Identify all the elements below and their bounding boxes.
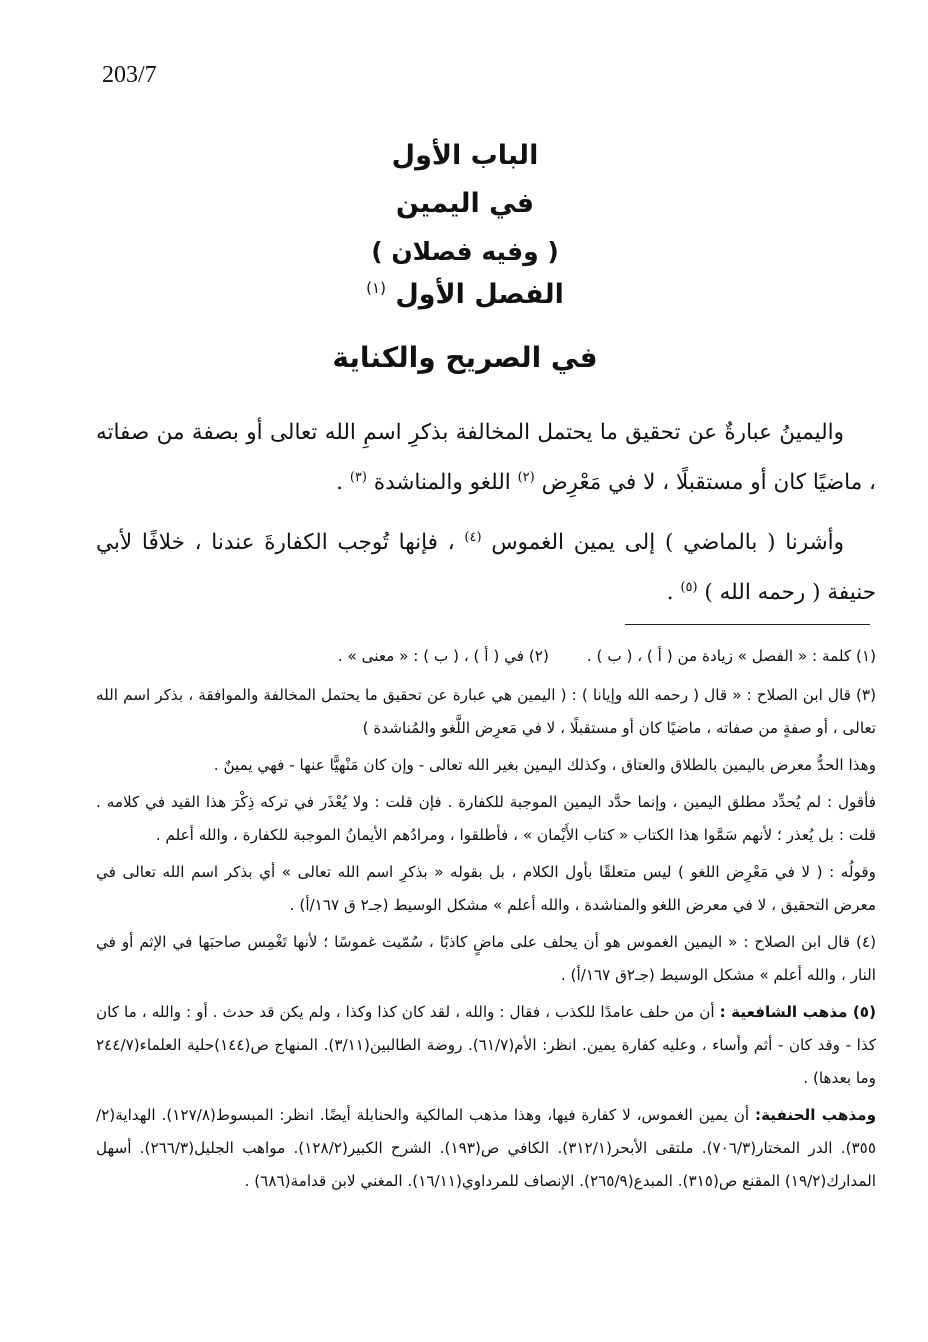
footnotes [96,640,876,1202]
subject-title: في الصريح والكناية [332,341,598,375]
footnote-3-part-4: وقولُه : ( لا في مَعْرِض اللغو ) ليس متعلقًا بأول الكلام ، بل بقوله « بذكرِ اسم الله تعالى » أي بذكر اسم الله تعالى في معرض التحقيق ، لا في معرض اللغو والمناشدة ، والله أعلم » مشكل الوسيط (جـ٢ ق ١٦٧/أ) . [96,863,876,914]
main-text [96,410,876,625]
footnote-ref-3: (٣) [349,470,367,485]
footnote-ref-2: (٢) [517,470,535,485]
paragraph-1-text-b: اللغو والمناشدة [373,470,511,496]
paragraph-2-text-b: ، فإنها تُوجب الكفارةَ عندنا ، خلافًا لأبي حنيفة ( رحمه الله ) [96,530,876,606]
paragraph-1-text: واليمينُ عبارةٌ عن تحقيق ما يحتمل المخالفة بذكرِ اسمِ الله تعالى أو بصفة من صفاته ، ماضيًا كان أو مستقبلًا ، لا في مَعْرِض [96,420,876,496]
footnote-row-1-2 [96,640,876,673]
footnote-5 [96,996,876,1095]
section-title-text: الفصل الأول [395,278,564,310]
footnote-divider [625,624,870,625]
footnote-6 [96,1099,876,1198]
main-paragraph-1 [96,410,876,505]
paragraph-2-end: . [666,580,674,606]
footnote-3-part-3: فأقول : لم يُحدِّد مطلق اليمين ، وإنما حدَّد اليمين الموجبة للكفارة . فإن قلت : ولا يُعْذَر في تركه ذِكْرَ هذا القيد في كلامه . قلت : بل يُعذر ؛ لأنهم سَمَّوا هذا الكتاب « كتاب الأَيْمان » ، فأطلقوا ، ومرادُهم الأيمانُ الموجبة للكفارة ، والله أعلم . [96,793,876,844]
sections-count-note: ( وفيه فصلان ) [371,236,559,266]
topic-title: في اليمين [395,188,535,220]
footnote-ref-5: (٥) [680,580,698,596]
section-footnote-ref: (١) [366,278,386,297]
section-title [100,279,830,311]
main-paragraph-2 [96,515,876,615]
footnote-3-part-2: وهذا الحدُّ معرض باليمين بالطلاق والعتاق ، وكذلك اليمين بغير الله تعالى - وإن كان مَنْهيًّا عنها - فهي يمينٌ . [213,756,876,774]
footnote-5-text: أن من حلف عامدًا للكذب ، فقال : والله ، لقد كان كذا وكذا ، ولم يكن قد حدث . أو : والله ، ما كان كذا - وقد كان - أثم وأساء ، وعليه كفارة يمين. انظر: الأم(٦١/٧). روضة الطالبين(٣/١١). المنهاج ص(١٤٤)حلية العلماء(٢٤٤/٧ وما بعدها) . [96,1003,877,1087]
footnote-5-label: (٥) مذهب الشافعية : [719,1003,877,1021]
paragraph-2-text: وأشرنا ( بالماضي ) إلى يمين الغموس [491,530,845,556]
footnote-3: (٣) قال ابن الصلاح : « قال ( رحمه الله وإيانا ) : ( اليمين هي عبارة عن تحقيق ما يحتمل المخالفة والموافقة ، بذكر اسم الله تعالى ، أو صفةٍ من صفاته ، ماضيًا كان أو مستقبلًا ، لا في مَعرِض اللَّغو والمُناشدة ) [96,686,876,737]
footnote-2: (٢) في ( أ ) ، ( ب ) : « معنى » . [337,647,549,665]
page-number: 203/7 [102,62,157,88]
footnote-1: (١) كلمة : « الفصل » زيادة من ( أ ) ، ( ب ) . [586,647,876,665]
footnote-6-label: ومذهب الحنفية: [755,1106,877,1124]
footnote-6-text: أن يمين الغموس، لا كفارة فيها، وهذا مذهب المالكية والحنابلة أيضًا. انظر: المبسوط(١٢٧/٨). الهداية(٢/ ٣٥٥). الدر المختار(٧٠٦/٣). ملتقى الأبحر(٣١٢/١). الكافي ص(١٩٣). الشرح الكبير(١٢٨/٢). مواهب الجليل(٢٦٦/٣). أسهل المدارك(١٩/٢) المقنع ص(٣١٥). المبدع(٢٦٥/٩). الإنصاف للمرداوي(١٦/١١). المغني لابن قدامة(٦٨٦) . [96,1106,876,1190]
headings-block [100,140,830,375]
footnote-ref-4: (٤) [464,530,482,546]
chapter-title: الباب الأول [391,140,539,171]
footnote-4: (٤) قال ابن الصلاح : « اليمين الغموس هو أن يحلف على ماضٍ كاذبًا ، سُمّيت غموسًا ؛ لأنها تَغْمِس صاحبَها في الإثم أو في النار ، والله أعلم » مشكل الوسيط (جـ٢ق ١٦٧/أ) . [96,933,876,984]
paragraph-1-end: . [336,470,343,496]
